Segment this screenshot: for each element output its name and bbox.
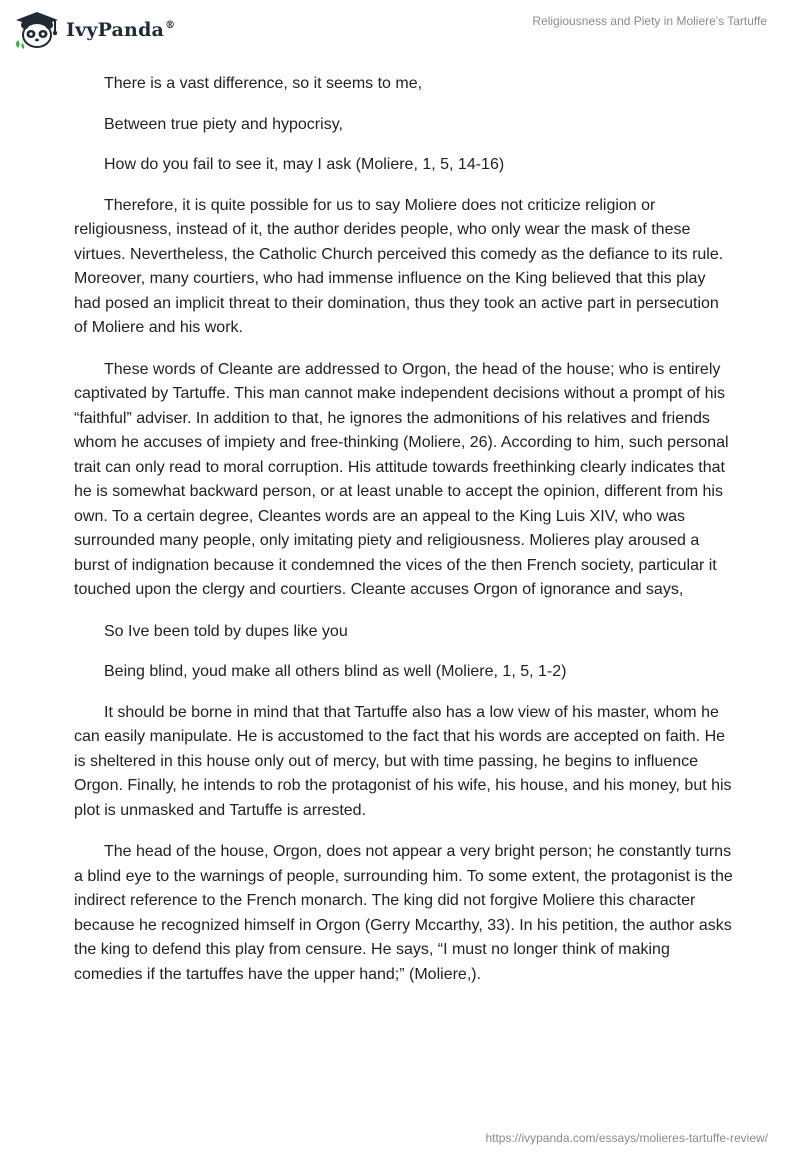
body-paragraph: The head of the house, Orgon, does not appear a very bright person; he constantly turns a blind eye to the warnings of people, surrounding him. To some extent, the protagonist is the indirect reference to the French monarch. The king did not forgive Moliere this character because he recognized himself in Orgon (Gerry Mccarthy, 33). In his petition, the author asks the king to defend this play from censure. He says, “I must no longer think of making comedies if the tartuffes have the upper hand;” (Moliere,). — [74, 843, 733, 983]
quote-line: Between true piety and hypocrisy, — [104, 115, 343, 133]
body-paragraph: It should be borne in mind that that Tartuffe also has a low view of his master, whom he can easily manipulate. He is accustomed to the fact that his words are accepted on faith. He is sheltered in this house only out of mercy, but with time passing, he begins to influence Orgon. Finally, he intends to rob the protagonist of his wife, his house, and his money, but his plot is unmasked and Tartuffe is arrested. — [74, 703, 732, 819]
brand-name: IvyPanda® — [66, 19, 176, 41]
body-paragraph: These words of Cleante are addressed to Orgon, the head of the house; who is entirely captivated by Tartuffe. This man cannot make independent decisions without a prompt of his “faithful” adviser. In addition to that, he ignores the admonitions of his relatives and friends whom he accuses of impiety and free-thinking (Moliere, 26). According to him, such personal trait can only read to moral corruption. His attitude towards freethinking clearly indicates that he is somewhat backward person, or at least unable to accept the opinion, different from his own. To a certain degree, Cleantes words are an appeal to the King Luis XIV, who was surrounded many people, only imitating piety and religiousness. Molieres play aroused a burst of indignation because it condemned the vices of the then French society, particular it touched upon the clergy and courtiers. Cleante accuses Orgon of ignorance and says, — [74, 360, 729, 598]
essay-body — [74, 72, 734, 1004]
quote-line: There is a vast difference, so it seems to me, — [104, 75, 423, 92]
document-title: Religiousness and Piety in Moliere's Tartuffe — [532, 14, 767, 28]
page-header — [0, 0, 800, 60]
body-paragraph: Therefore, it is quite possible for us to say Moliere does not criticize religion or religiousness, instead of it, the author derides people, who only wear the mask of these virtues. Nevertheless, the Catholic Church perceived this comedy as the defiance to its rule. Moreover, many courtiers, who had immense influence on the King believed that this play had posed an implicit threat to their domination, thus they took an active part in persecution of Moliere and his work. — [74, 196, 724, 336]
source-url[interactable]: https://ivypanda.com/essays/molieres-tartuffe-review/ — [485, 1131, 768, 1145]
quote-line: How do you fail to see it, may I ask (Moliere, 1, 5, 14-16) — [104, 156, 505, 173]
registered-mark: ® — [165, 20, 176, 31]
quote-line: Being blind, youd make all others blind as well (Moliere, 1, 5, 1-2) — [104, 663, 567, 680]
panda-graduate-icon — [14, 10, 60, 50]
ivypanda-logo[interactable] — [14, 10, 175, 50]
quote-line: So Ive been told by dupes like you — [104, 622, 348, 640]
